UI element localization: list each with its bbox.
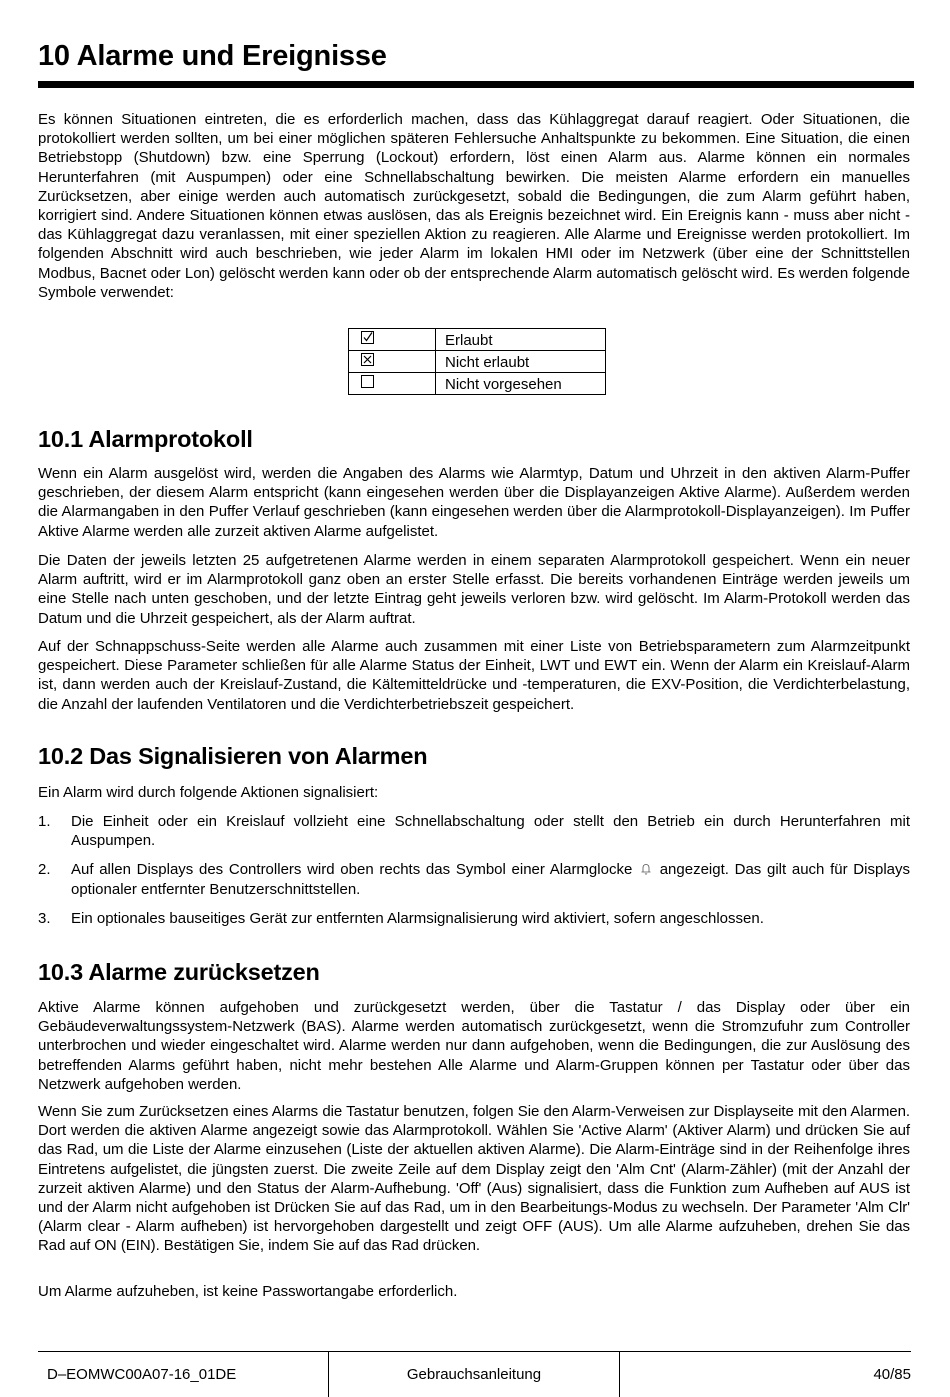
title-rule xyxy=(38,81,914,88)
list-item: 3. Ein optionales bauseitiges Gerät zur entfernten Alarmsignalisierung wird aktiviert, sofern angeschlossen. xyxy=(38,909,764,927)
symbol-row xyxy=(349,329,606,351)
list-item: 1. Die Einheit oder ein Kreislauf vollzieht eine Schnellabschaltung oder stellt den Betrieb ein durch Herunterfahren mit Auspumpen. xyxy=(38,813,910,850)
symbol-label: Nicht erlaubt xyxy=(436,351,606,373)
alarmprotokoll-paragraph-2: Die Daten der jeweils letzten 25 aufgetretenen Alarme werden in einem separaten Alarmprotokoll gespeichert. Wenn ein neuer Alarm auftritt, wird er im Alarmprotokoll ganz oben an erster Stelle erfasst. Die bereits vorhandenen Einträge werden jeweils um eine Stelle nach unten geschoben, und der letzte Eintrag geht jeweils verloren bzw. wird gelöscht. Im Alarm-Protokoll werden das Datum und die Uhrzeit gespeichert, als der Alarm auftrat. xyxy=(38,552,910,627)
reset-paragraph-3: Um Alarme aufzuheben, ist keine Passwortangabe erforderlich. xyxy=(38,1283,458,1300)
alarm-bell-icon xyxy=(640,863,652,875)
checked-box-icon xyxy=(349,329,436,351)
reset-paragraph-2: Wenn Sie zum Zurücksetzen eines Alarms die Tastatur benutzen, folgen Sie den Alarm-Verweisen zur Displayseite mit den Alarmen. Dort werden die aktiven Alarme angezeigt sowie das Alarmprotokoll. Wählen Sie 'Active Alarm' (Aktiver Alarm) und drücken Sie auf das Rad, um die Liste der Alarme einzusehen (Liste der aktuellen aktiven Alarme). Die Alarm-Einträge sind in der Reihenfolge ihres Eintretens aufgelistet, die jüngsten zuerst. Die zweite Zeile auf dem Display zeigt den 'Alm Cnt' (Alarm-Zähler) (mit der Anzahl der zurzeit aktiven Alarme) und den Status der Alarm-Aufhebung. 'Off' (Aus) signalisiert, dass die Funktion zum Aufheben auf AUS ist und der Alarm nicht aufgehoben ist Drücken Sie auf das Rad, um in den Bearbeitungs-Modus zu wechseln. Der Parameter 'Alm Clr' (Alarm clear - Alarm aufheben) ist hervorgehoben dargestellt und zeigt OFF (AUS). Um alle Alarme aufzuheben, drehen Sie das Rad auf ON (EIN). Bestätigen Sie, indem Sie auf das Rad drücken. xyxy=(38,1103,910,1255)
footer-page-number: 40/85 xyxy=(873,1366,911,1383)
empty-box-icon xyxy=(349,373,436,395)
section-heading-10-1: 10.1 Alarmprotokoll xyxy=(38,426,253,452)
signal-intro: Ein Alarm wird durch folgende Aktionen signalisiert: xyxy=(38,784,379,801)
symbol-row xyxy=(349,351,606,373)
footer-doc-id: D–EOMWC00A07-16_01DE xyxy=(38,1352,329,1397)
signal-list xyxy=(38,812,910,928)
alarmprotokoll-paragraph-3: Auf der Schnappschuss-Seite werden alle Alarme auch zusammen mit einer Liste von Betriebsparametern zum Alarmzeitpunkt gespeichert. Diese Parameter schließen für alle Alarme Status der Einheit, LWT und EWT ein. Wenn der Alarm ein Kreislauf-Alarm ist, dann werden auch der Kreislauf-Zustand, die Kältemitteldrücke und -temperaturen, die EXV-Position, die Verdichterbelastung, die Anzahl der laufenden Ventilatoren und die Verdichterbetriebszeit gespeichert. xyxy=(38,638,910,713)
alarmprotokoll-paragraph-1: Wenn ein Alarm ausgelöst wird, werden die Angaben des Alarms wie Alarmtyp, Datum und Uhrzeit in den aktiven Alarm-Puffer geschrieben, der diesem Alarm entspricht (kann eingesehen werden über die Displayanzeigen Aktive Alarme). Außerdem werden die Alarmangaben in den Puffer Verlauf geschrieben (kann eingesehen werden über die Alarmprotokoll-Displayanzeigen). Im Puffer Aktive Alarme werden alle zurzeit aktiven Alarme aufgelistet. xyxy=(38,465,910,540)
section-heading-10-2: 10.2 Das Signalisieren von Alarmen xyxy=(38,743,428,769)
symbol-row xyxy=(349,373,606,395)
page-footer xyxy=(38,1351,911,1397)
symbol-label: Erlaubt xyxy=(436,329,606,351)
reset-paragraph-1: Aktive Alarme können aufgehoben und zurückgesetzt werden, über die Tastatur / das Display oder über ein Gebäudeverwaltungssystem-Netzwerk (BAS). Alarme werden automatisch zurückgesetzt, wenn die Stromzufuhr zum Controller unterbrochen und wieder eingeschaltet wird. Alarme werden nur dann aufgehoben, wenn die Bedingungen, die zur Auslösung des betreffenden Alarms geführt haben, nicht mehr bestehen Alle Alarme und Alarm-Gruppen können per Tastatur oder über das Netzwerk aufgehoben werden. xyxy=(38,999,910,1093)
footer-doc-type: Gebrauchsanleitung xyxy=(329,1352,620,1397)
symbol-label: Nicht vorgesehen xyxy=(436,373,606,395)
section-heading-10-3: 10.3 Alarme zurücksetzen xyxy=(38,959,320,985)
page-title: 10 Alarme und Ereignisse xyxy=(38,40,387,72)
crossed-box-icon xyxy=(349,351,436,373)
intro-paragraph: Es können Situationen eintreten, die es erforderlich machen, dass das Kühlaggregat darauf reagiert. Oder Situationen, die protokolliert werden sollten, um bei einer möglichen späteren Fehlersuche Anhaltspunkte zu bekommen. Eine Situation, die einen Betriebstopp (Shutdown) bzw. eine Sperrung (Lockout) erfordern, löst einen Alarm aus. Alarme können ein normales Herunterfahren (mit Auspumpen) oder eine Schnellabschaltung bewirken. Die meisten Alarme erfordern ein manuelles Zurücksetzen, aber einige werden auch automatisch zurückgesetzt, sobald die Bedingungen, die zum Alarm geführt haben, korrigiert sind. Andere Situationen können etwas auslösen, das als Ereignis bezeichnet wird. Ein Ereignis kann - muss aber nicht - das Kühlaggregat dazu veranlassen, mit einer speziellen Aktion zu reagieren. Alle Alarme und Ereignisse werden protokolliert. Im folgenden Abschnitt wird auch beschrieben, wie jeder Alarm im lokalen HMI oder im Netzwerk (über eine der Schnittstellen Modbus, Bacnet oder Lon) gelöscht werden kann oder ob der entsprechende Alarm automatisch gelöscht wird. Es werden folgende Symbole verwendet: xyxy=(38,111,910,301)
list-item: 2. Auf allen Displays des Controllers wird oben rechts das Symbol einer Alarmglocke angezeigt. Das gilt auch für Displays optionaler entfernter Benutzerschnittstellen. xyxy=(38,861,910,898)
symbol-legend-table xyxy=(348,328,606,395)
